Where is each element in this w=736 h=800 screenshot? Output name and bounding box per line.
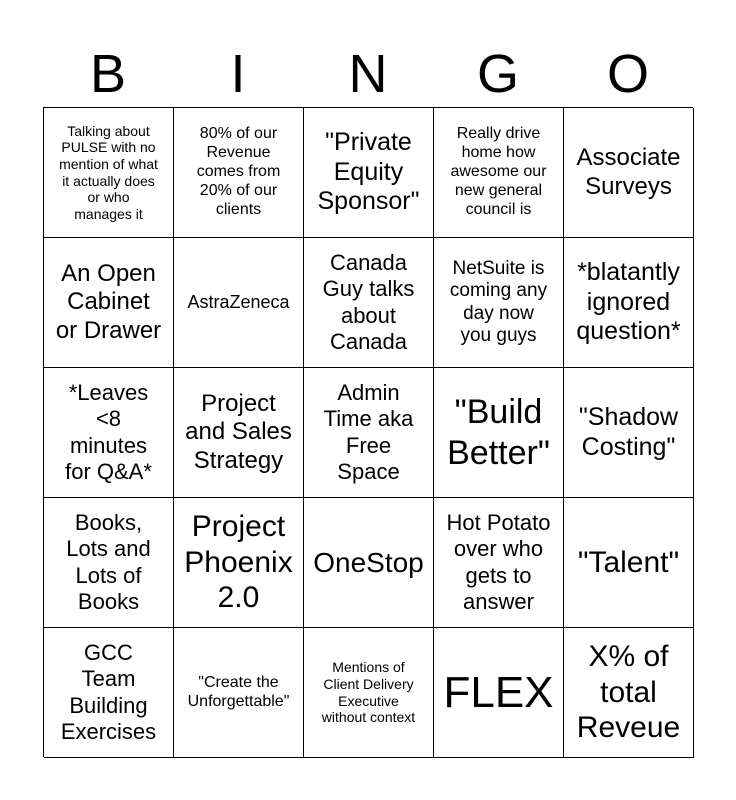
bingo-cell[interactable] (434, 628, 564, 758)
bingo-header (43, 44, 693, 104)
bingo-cell[interactable] (174, 498, 304, 628)
cell-text: NetSuite is coming any day now you guys (449, 257, 548, 346)
cell-text: *blatantly ignored question* (576, 258, 681, 346)
bingo-cell[interactable] (564, 498, 694, 628)
cell-text: Project and Sales Strategy (185, 390, 292, 474)
cell-text: Admin Time aka Free Space (323, 379, 414, 484)
cell-text: *Leaves <8 minutes for Q&A* (65, 379, 152, 484)
cell-text: AstraZeneca (187, 291, 290, 312)
bingo-cell[interactable] (564, 238, 694, 368)
header-letter-o: O (606, 44, 649, 104)
cell-text: "Shadow Costing" (578, 403, 679, 461)
bingo-cell[interactable] (434, 368, 564, 498)
bingo-cell[interactable] (564, 108, 694, 238)
cell-text: Mentions of Client Delivery Executive without context (321, 659, 416, 726)
cell-text: "Build Better" (447, 393, 550, 472)
cell-text: X% of total Reveue (576, 640, 681, 745)
bingo-cell[interactable] (564, 368, 694, 498)
bingo-cell[interactable] (174, 368, 304, 498)
bingo-grid (43, 107, 693, 757)
cell-text: GCC Team Building Exercises (60, 639, 157, 744)
cell-text: Books, Lots and Lots of Books (66, 509, 151, 614)
bingo-cell[interactable] (44, 238, 174, 368)
bingo-cell[interactable] (44, 368, 174, 498)
cell-text: OneStop (313, 546, 424, 578)
bingo-cell[interactable] (434, 238, 564, 368)
bingo-cell[interactable] (174, 238, 304, 368)
cell-text: Canada Guy talks about Canada (322, 249, 415, 354)
header-letter-n: N (348, 44, 388, 104)
cell-text: Talking about PULSE with no mention of what it actually does or who manages it (59, 122, 158, 222)
cell-text: "Private Equity Sponsor" (317, 128, 420, 216)
bingo-cell[interactable] (304, 368, 434, 498)
bingo-cell[interactable] (44, 628, 174, 758)
cell-text: FLEX (443, 667, 554, 717)
bingo-cell[interactable] (44, 108, 174, 238)
cell-text: An Open Cabinet or Drawer (55, 260, 162, 344)
bingo-cell[interactable] (44, 498, 174, 628)
cell-text: 80% of our Revenue comes from 20% of our clients (196, 125, 281, 218)
bingo-cell[interactable] (304, 108, 434, 238)
cell-text: Project Phoenix 2.0 (184, 510, 293, 615)
header-letter-b: B (89, 44, 127, 104)
cell-text: Associate Surveys (576, 144, 681, 200)
header-letter-i: I (230, 44, 246, 104)
bingo-cell[interactable] (434, 498, 564, 628)
cell-text: "Create the Unforgettable" (187, 673, 290, 710)
cell-text: Hot Potato over who gets to answer (446, 509, 551, 614)
cell-text: Really drive home how awesome our new general council is (450, 125, 547, 218)
bingo-cell[interactable] (304, 498, 434, 628)
header-letter-g: G (476, 44, 519, 104)
cell-text: "Talent" (577, 545, 680, 579)
bingo-cell[interactable] (174, 108, 304, 238)
bingo-cell[interactable] (564, 628, 694, 758)
bingo-cell[interactable] (304, 628, 434, 758)
bingo-cell[interactable] (304, 238, 434, 368)
bingo-cell[interactable] (434, 108, 564, 238)
bingo-cell[interactable] (174, 628, 304, 758)
